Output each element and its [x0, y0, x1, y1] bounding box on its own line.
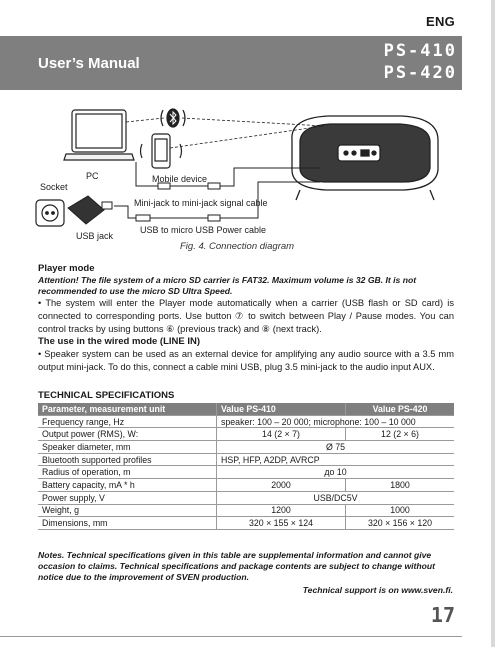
specs-heading: TECHNICAL SPECIFICATIONS — [38, 390, 175, 401]
table-row — [38, 428, 454, 441]
language-label: ENG — [426, 14, 456, 29]
value-cell-ps410: 1200 — [217, 504, 346, 517]
wired-mode-heading: The use in the wired mode (LINE IN) — [38, 336, 201, 347]
speaker-icon — [292, 116, 438, 200]
param-cell: Radius of operation, m — [38, 466, 217, 479]
laptop-icon — [64, 110, 134, 160]
param-cell: Speaker diameter, mm — [38, 441, 217, 454]
column-header-ps410: Value PS-410 — [217, 403, 346, 415]
mobile-phone-icon — [141, 134, 182, 168]
connection-diagram — [28, 96, 468, 256]
value-cell-ps410: 2000 — [217, 479, 346, 492]
table-row — [38, 453, 454, 466]
param-cell: Output power (RMS), W: — [38, 428, 217, 441]
player-mode-notice: Attention! The file system of a micro SD carrier is FAT32. Maximum volume is 32 GB. It is not recommended to use the micro SD Ultra Speed. — [38, 275, 417, 296]
value-cell: USB/DC5V — [217, 491, 455, 504]
support-text: Technical support is on www.sven.fi. — [302, 585, 453, 595]
param-cell: Power supply, V — [38, 491, 217, 504]
minijack-cable-label: Mini-jack to mini-jack signal cable — [134, 198, 268, 208]
bluetooth-icon — [161, 109, 185, 127]
column-header-parameter: Parameter, measurement unit — [38, 403, 217, 415]
manual-title: User’s Manual — [38, 55, 140, 72]
usb-jack-label: USB jack — [76, 231, 114, 241]
wired-mode-text: • Speaker system can be used as an external device for amplifying any audio source with a 3.5 mm output mini-jack. To do this, connect a cable mini USB, plug 3.5 mini-jack to the audio input AUX. — [38, 349, 454, 372]
table-row — [38, 479, 454, 492]
table-row — [38, 504, 454, 517]
value-cell-ps420: 1800 — [346, 479, 455, 492]
model-name-420: PS-420 — [383, 63, 457, 83]
table-row — [38, 441, 454, 454]
param-cell: Frequency range, Hz — [38, 415, 217, 428]
value-cell: speaker: 100 – 20 000; microphone: 100 – 10 000 — [217, 415, 455, 428]
usb-cable-label: USB to micro USB Power cable — [140, 225, 267, 235]
specs-header-row — [38, 403, 454, 415]
value-cell-ps420: 320 × 156 × 120 — [346, 517, 455, 530]
specs-table — [38, 403, 454, 530]
value-cell: до 10 — [217, 466, 455, 479]
table-row — [38, 517, 454, 530]
usb-adapter-icon — [68, 196, 112, 224]
param-cell: Weight, g — [38, 504, 217, 517]
page-edge-bar — [491, 0, 495, 647]
player-mode-text: • The system will enter the Player mode automatically when a carrier (USB flash or SD card) is connected to corresponding ports. Use button ⑦ to switch between Play / Pause modes. You can control tracks by using buttons ⑥ (previous track) and ⑧ (next track). — [38, 298, 454, 334]
param-cell: Bluetooth supported profiles — [38, 453, 217, 466]
table-row — [38, 415, 454, 428]
player-mode-heading: Player mode — [38, 263, 95, 274]
socket-label: Socket — [40, 182, 68, 192]
footer-rule — [0, 636, 462, 637]
param-cell: Dimensions, mm — [38, 517, 217, 530]
socket-icon — [36, 200, 64, 226]
column-header-ps420: Value PS-420 — [346, 403, 455, 415]
value-cell-ps410: 14 (2 × 7) — [217, 428, 346, 441]
value-cell-ps420: 1000 — [346, 504, 455, 517]
value-cell-ps410: 320 × 155 × 124 — [217, 517, 346, 530]
page-number: 17 — [430, 603, 455, 627]
model-name-410: PS-410 — [383, 41, 457, 61]
notes-text: Notes. Technical specifications given in this table are supplemental information and cannot give occasion to claims. Technical specifications and package contents are subject to change without notice due to the improvement of SVEN production. — [38, 550, 436, 582]
figure-caption: Fig. 4. Connection diagram — [180, 241, 295, 252]
param-cell: Battery capacity, mA * h — [38, 479, 217, 492]
table-row — [38, 491, 454, 504]
value-cell-ps420: 12 (2 × 6) — [346, 428, 455, 441]
table-row — [38, 466, 454, 479]
pc-label: PC — [86, 171, 99, 181]
value-cell: Ø 75 — [217, 441, 455, 454]
value-cell: HSP, HFP, A2DP, AVRCP — [217, 453, 455, 466]
mobile-device-label: Mobile device — [152, 174, 208, 184]
